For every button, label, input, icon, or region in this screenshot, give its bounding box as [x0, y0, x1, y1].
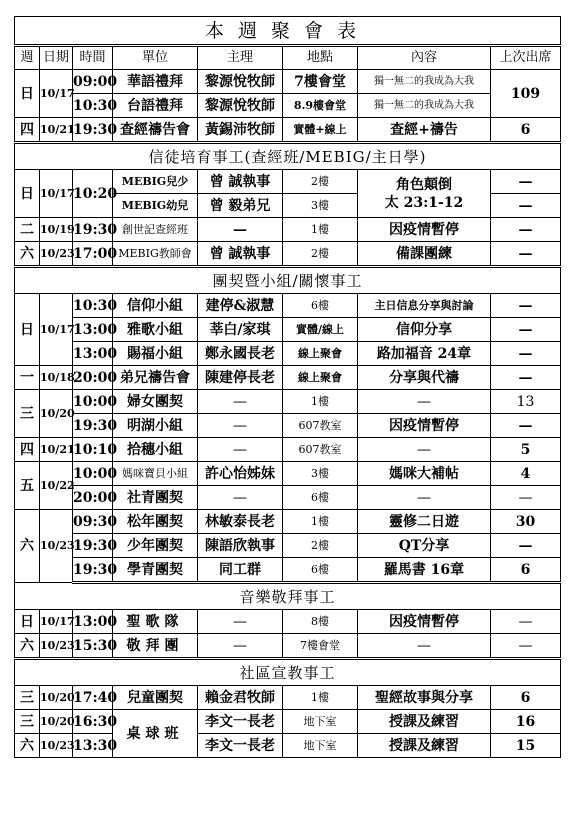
last-attendance-cell: 13: [491, 390, 561, 414]
place-cell: 3樓: [283, 194, 358, 218]
unit-cell: 雅歌小組: [113, 318, 198, 342]
section-title: 信徒培育事工(查經班/MEBIG/主日學): [15, 143, 561, 170]
time-cell: 10:10: [73, 438, 113, 462]
place-cell: 線上聚會: [283, 366, 358, 390]
place-cell: 地下室: [283, 734, 358, 758]
content-cell: 查經+禱告: [358, 118, 491, 143]
unit-cell: 松年團契: [113, 510, 198, 534]
host-cell: 鄭永國長老: [198, 342, 283, 366]
host-cell: 林敏泰長老: [198, 510, 283, 534]
table-row: [15, 366, 561, 390]
last-attendance-cell: —: [491, 318, 561, 342]
date-cell: 10/21: [40, 118, 73, 143]
table-row: [15, 318, 561, 342]
place-cell: 3樓: [283, 462, 358, 486]
content-cell: 備課團練: [358, 242, 491, 267]
date-cell: 10/17: [40, 610, 73, 634]
unit-cell: MEBIG幼兒: [113, 194, 198, 218]
host-cell: —: [198, 486, 283, 510]
unit-cell: 少年團契: [113, 534, 198, 558]
last-attendance-cell: 4: [491, 462, 561, 486]
last-attendance-cell: —: [491, 242, 561, 267]
unit-cell: 學青團契: [113, 558, 198, 583]
content-cell: 因疫情暫停: [358, 218, 491, 242]
last-attendance-cell: —: [491, 534, 561, 558]
date-cell: 10/17: [40, 70, 73, 118]
place-cell: 7樓會堂: [283, 70, 358, 94]
day-cell: 日: [15, 610, 40, 634]
day-cell: 二: [15, 218, 40, 242]
content-cell: 獨一無二的我成為大我: [358, 70, 491, 94]
page-title: 本週聚會表: [15, 17, 561, 46]
place-cell: 2樓: [283, 534, 358, 558]
last-attendance-cell: 15: [491, 734, 561, 758]
header-place: 地點: [283, 46, 358, 70]
host-cell: 曾 誠執事: [198, 170, 283, 194]
last-attendance-cell: —: [491, 342, 561, 366]
last-attendance-cell: 6: [491, 118, 561, 143]
unit-cell: MEBIG教師會: [113, 242, 198, 267]
weekly-schedule-table: [14, 16, 561, 758]
unit-cell: 弟兄禱告會: [113, 366, 198, 390]
header-row: [15, 46, 561, 70]
last-attendance-cell: —: [491, 414, 561, 438]
unit-cell: 華語禮拜: [113, 70, 198, 94]
date-cell: 10/17: [40, 170, 73, 218]
place-cell: 線上聚會: [283, 342, 358, 366]
unit-cell: 台語禮拜: [113, 94, 198, 118]
section-header: [15, 267, 561, 294]
last-attendance-cell: —: [491, 366, 561, 390]
date-cell: 10/23: [40, 734, 73, 758]
time-cell: 13:00: [73, 318, 113, 342]
place-cell: 1樓: [283, 218, 358, 242]
date-cell: 10/20: [40, 686, 73, 710]
time-cell: 10:00: [73, 462, 113, 486]
place-cell: 1樓: [283, 686, 358, 710]
day-cell: 四: [15, 118, 40, 143]
host-cell: 許心怡姊妹: [198, 462, 283, 486]
last-attendance-cell: —: [491, 194, 561, 218]
unit-cell: 敬拜團: [113, 634, 198, 659]
unit-cell: 拾穗小組: [113, 438, 198, 462]
time-cell: 19:30: [73, 218, 113, 242]
time-cell: 20:00: [73, 486, 113, 510]
date-cell: 10/21: [40, 438, 73, 462]
header-date: 日期: [40, 46, 73, 70]
content-cell: 因疫情暫停: [358, 414, 491, 438]
host-cell: 李文一長老: [198, 710, 283, 734]
content-cell: 信仰分享: [358, 318, 491, 342]
host-cell: —: [198, 438, 283, 462]
day-cell: 日: [15, 294, 40, 366]
table-row: [15, 610, 561, 634]
unit-cell: 賜福小組: [113, 342, 198, 366]
table-row: [15, 634, 561, 659]
unit-cell: 社青團契: [113, 486, 198, 510]
table-row: [15, 710, 561, 734]
place-cell: 6樓: [283, 558, 358, 583]
table-row: [15, 70, 561, 94]
date-cell: 10/20: [40, 710, 73, 734]
time-cell: 13:30: [73, 734, 113, 758]
date-cell: 10/19: [40, 218, 73, 242]
host-cell: 李文一長老: [198, 734, 283, 758]
host-cell: 曾 誠執事: [198, 242, 283, 267]
content-cell: —: [358, 486, 491, 510]
content-cell: 授課及練習: [358, 734, 491, 758]
host-cell: —: [198, 414, 283, 438]
date-cell: 10/18: [40, 366, 73, 390]
day-cell: 一: [15, 366, 40, 390]
place-cell: 8樓: [283, 610, 358, 634]
last-attendance-cell: 16: [491, 710, 561, 734]
day-cell: 三: [15, 686, 40, 710]
last-attendance-cell: —: [491, 170, 561, 194]
time-cell: 09:00: [73, 70, 113, 94]
day-cell: 三: [15, 710, 40, 734]
time-cell: 10:00: [73, 390, 113, 414]
content-cell: 聖經故事與分享: [358, 686, 491, 710]
day-cell: 日: [15, 170, 40, 218]
host-cell: 黃錫沛牧師: [198, 118, 283, 143]
table-row: [15, 94, 561, 118]
table-row: [15, 414, 561, 438]
time-cell: 19:30: [73, 534, 113, 558]
unit-cell: 信仰小組: [113, 294, 198, 318]
last-attendance-cell: 6: [491, 558, 561, 583]
date-cell: 10/23: [40, 510, 73, 583]
table-row: [15, 242, 561, 267]
last-attendance-cell: 6: [491, 686, 561, 710]
time-cell: 17:00: [73, 242, 113, 267]
day-cell: 五: [15, 462, 40, 510]
host-cell: —: [198, 218, 283, 242]
last-attendance-cell: —: [491, 294, 561, 318]
day-cell: 六: [15, 242, 40, 267]
place-cell: 實體+線上: [283, 118, 358, 143]
host-cell: —: [198, 390, 283, 414]
content-cell: 因疫情暫停: [358, 610, 491, 634]
last-attendance-cell: —: [491, 486, 561, 510]
unit-cell: 創世記查經班: [113, 218, 198, 242]
time-cell: 09:30: [73, 510, 113, 534]
last-attendance-cell: —: [491, 634, 561, 659]
unit-cell: 查經禱告會: [113, 118, 198, 143]
content-cell: 分享與代禱: [358, 366, 491, 390]
place-cell: 實體/線上: [283, 318, 358, 342]
place-cell: 2樓: [283, 242, 358, 267]
place-cell: 2樓: [283, 170, 358, 194]
table-row: [15, 558, 561, 583]
host-cell: 黎源悅牧師: [198, 70, 283, 94]
time-cell: 10:20: [73, 170, 113, 218]
content-cell: 授課及練習: [358, 710, 491, 734]
day-cell: 日: [15, 70, 40, 118]
place-cell: 6樓: [283, 294, 358, 318]
time-cell: 16:30: [73, 710, 113, 734]
last-attendance-cell: —: [491, 218, 561, 242]
content-cell: 主日信息分享與討論: [358, 294, 491, 318]
time-cell: 19:30: [73, 558, 113, 583]
date-cell: 10/22: [40, 462, 73, 510]
content-cell: —: [358, 438, 491, 462]
table-row: [15, 510, 561, 534]
date-cell: 10/20: [40, 390, 73, 438]
content-cell: 獨一無二的我成為大我: [358, 94, 491, 118]
day-cell: 六: [15, 634, 40, 659]
day-cell: 三: [15, 390, 40, 438]
table-row: [15, 438, 561, 462]
header-host: 主理: [198, 46, 283, 70]
table-row: [15, 342, 561, 366]
content-cell: —: [358, 390, 491, 414]
day-cell: 六: [15, 734, 40, 758]
host-cell: 莘白/家琪: [198, 318, 283, 342]
day-cell: 六: [15, 510, 40, 583]
time-cell: 20:00: [73, 366, 113, 390]
last-attendance-cell: 30: [491, 510, 561, 534]
last-attendance-cell: 5: [491, 438, 561, 462]
table-row: [15, 534, 561, 558]
table-row: [15, 462, 561, 486]
date-cell: 10/17: [40, 294, 73, 366]
header-unit: 單位: [113, 46, 198, 70]
section-title: 團契暨小組/關懷事工: [15, 267, 561, 294]
last-attendance-cell: —: [491, 610, 561, 634]
table-row: [15, 390, 561, 414]
place-cell: 607教室: [283, 438, 358, 462]
section-header: [15, 659, 561, 686]
content-cell: —: [358, 634, 491, 659]
header-content: 內容: [358, 46, 491, 70]
section-header: [15, 583, 561, 610]
time-cell: 19:30: [73, 414, 113, 438]
date-cell: 10/23: [40, 242, 73, 267]
day-cell: 四: [15, 438, 40, 462]
section-title: 社區宣教事工: [15, 659, 561, 686]
place-cell: 1樓: [283, 390, 358, 414]
time-cell: 15:30: [73, 634, 113, 659]
place-cell: 6樓: [283, 486, 358, 510]
table-row: [15, 170, 561, 194]
table-row: [15, 686, 561, 710]
host-cell: 黎源悅牧師: [198, 94, 283, 118]
content-cell: 靈修二日遊: [358, 510, 491, 534]
content-cell: 羅馬書 16章: [358, 558, 491, 583]
host-cell: 陳建停長老: [198, 366, 283, 390]
table-row: [15, 734, 561, 758]
time-cell: 13:00: [73, 342, 113, 366]
header-last-attendance: 上次出席: [491, 46, 561, 70]
unit-cell: 明湖小組: [113, 414, 198, 438]
last-attendance-cell: 109: [491, 70, 561, 118]
unit-cell: 婦女團契: [113, 390, 198, 414]
section-header: [15, 143, 561, 170]
unit-cell: 兒童團契: [113, 686, 198, 710]
host-cell: 同工群: [198, 558, 283, 583]
table-row: [15, 118, 561, 143]
time-cell: 13:00: [73, 610, 113, 634]
time-cell: 17:40: [73, 686, 113, 710]
place-cell: 地下室: [283, 710, 358, 734]
unit-cell: 桌球班: [113, 710, 198, 758]
host-cell: 曾 毅弟兄: [198, 194, 283, 218]
table-row: [15, 486, 561, 510]
time-cell: 10:30: [73, 94, 113, 118]
host-cell: —: [198, 634, 283, 659]
place-cell: 1樓: [283, 510, 358, 534]
content-cell: 路加福音 24章: [358, 342, 491, 366]
place-cell: 607教室: [283, 414, 358, 438]
content-cell: 媽咪大補帖: [358, 462, 491, 486]
place-cell: 8.9樓會堂: [283, 94, 358, 118]
host-cell: —: [198, 610, 283, 634]
host-cell: 陳語欣執事: [198, 534, 283, 558]
unit-cell: 媽咪寶貝小組: [113, 462, 198, 486]
time-cell: 19:30: [73, 118, 113, 143]
host-cell: 賴金君牧師: [198, 686, 283, 710]
unit-cell: 聖歌隊: [113, 610, 198, 634]
content-cell: QT分享: [358, 534, 491, 558]
table-row: [15, 218, 561, 242]
header-time: 時間: [73, 46, 113, 70]
section-title: 音樂敬拜事工: [15, 583, 561, 610]
host-cell: 建停&淑慧: [198, 294, 283, 318]
table-row: [15, 294, 561, 318]
content-cell: 角色顛倒 太 23:1-12: [358, 170, 491, 218]
date-cell: 10/23: [40, 634, 73, 659]
header-day: 週: [15, 46, 40, 70]
unit-cell: MEBIG兒少: [113, 170, 198, 194]
place-cell: 7樓會堂: [283, 634, 358, 659]
time-cell: 10:30: [73, 294, 113, 318]
